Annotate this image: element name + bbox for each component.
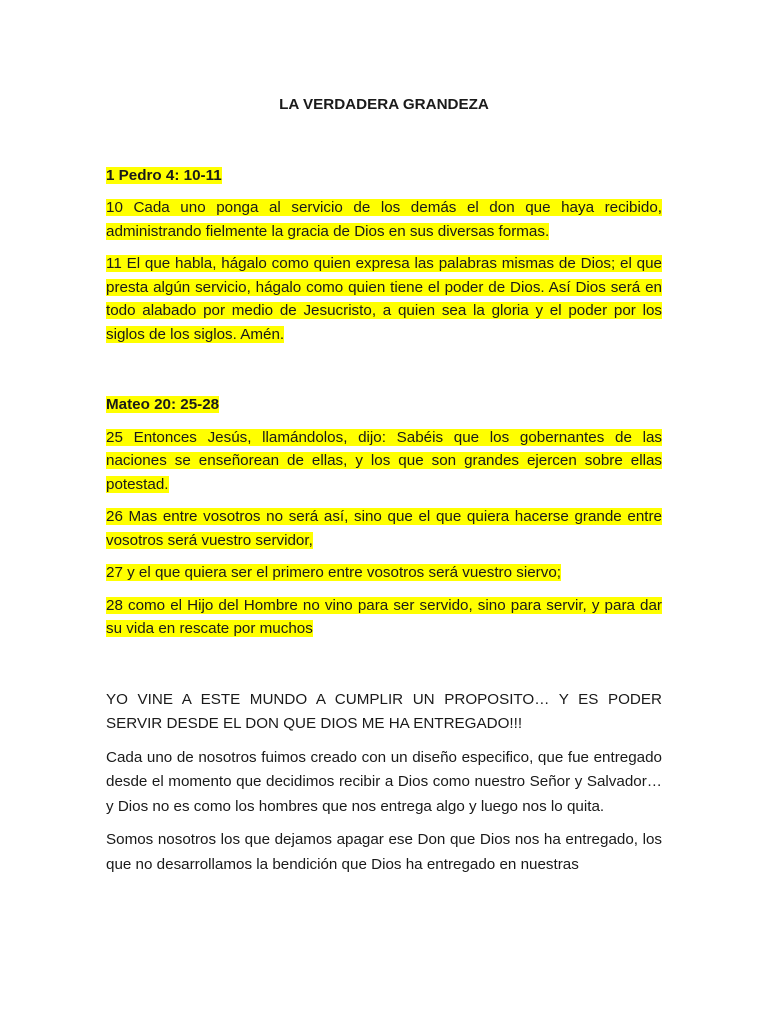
- document-body: [106, 93, 662, 886]
- section-spacer: [106, 355, 662, 393]
- verse-highlight: 25 Entonces Jesús, llamándolos, dijo: Sabéis que los gobernantes de las naciones se enseñorean de ellas, y los que son grandes ejercen sobre ellas potestad.: [106, 428, 662, 493]
- verse-paragraph: [106, 196, 662, 243]
- section-mateo: [106, 393, 662, 641]
- verse-paragraph: [106, 561, 662, 585]
- document-title: LA VERDADERA GRANDEZA: [279, 96, 489, 113]
- verse-highlight: 26 Mas entre vosotros no será así, sino que el que quiera hacerse grande entre vosotros será vuestro servidor,: [106, 508, 662, 549]
- verse-highlight: 11 El que habla, hágalo como quien expresa las palabras mismas de Dios; el que presta algún servicio, hágalo como quien tiene el poder de Dios. Así Dios será en todo alabado por medio de Jesucristo, a quien sea la gloria y el poder por los siglos de los siglos. Amén.: [106, 255, 662, 343]
- verse-highlight: 27 y el que quiera ser el primero entre vosotros será vuestro siervo;: [106, 564, 561, 581]
- verse-highlight: 10 Cada uno ponga al servicio de los demás el don que haya recibido, administrando fielmente la gracia de Dios en sus diversas formas.: [106, 199, 662, 240]
- section-reference: [106, 393, 662, 417]
- section-1-pedro: [106, 164, 662, 347]
- prose-paragraph: Somos nosotros los que dejamos apagar ese Don que Dios nos ha entregado, los que no desarrollamos la bendición que Dios ha entregado en nuestras: [106, 831, 662, 873]
- verse-paragraph: [106, 252, 662, 346]
- reference-highlight: Mateo 20: 25-28: [106, 396, 220, 413]
- prose-paragraph: Cada uno de nosotros fuimos creado con un diseño especifico, que fue entregado desde el momento que decidimos recibir a Dios como nuestro Señor y Salvador… y Dios no es como los hombres que nos entrega algo y luego nos lo quita.: [106, 748, 662, 815]
- verse-paragraph: [106, 594, 662, 641]
- verse-paragraph: [106, 426, 662, 497]
- reference-highlight: 1 Pedro 4: 10-11: [106, 166, 222, 184]
- prose-paragraph: YO VINE A ESTE MUNDO A CUMPLIR UN PROPOSITO… Y ES PODER SERVIR DESDE EL DON QUE DIOS ME HA ENTREGADO!!!: [106, 690, 662, 732]
- verse-highlight: 28 como el Hijo del Hombre no vino para ser servido, sino para servir, y para dar su vida en rescate por muchos: [106, 596, 662, 637]
- prose-spacer: [106, 650, 662, 688]
- verse-paragraph: [106, 505, 662, 552]
- prose-section: [106, 688, 662, 878]
- section-reference: [106, 164, 662, 188]
